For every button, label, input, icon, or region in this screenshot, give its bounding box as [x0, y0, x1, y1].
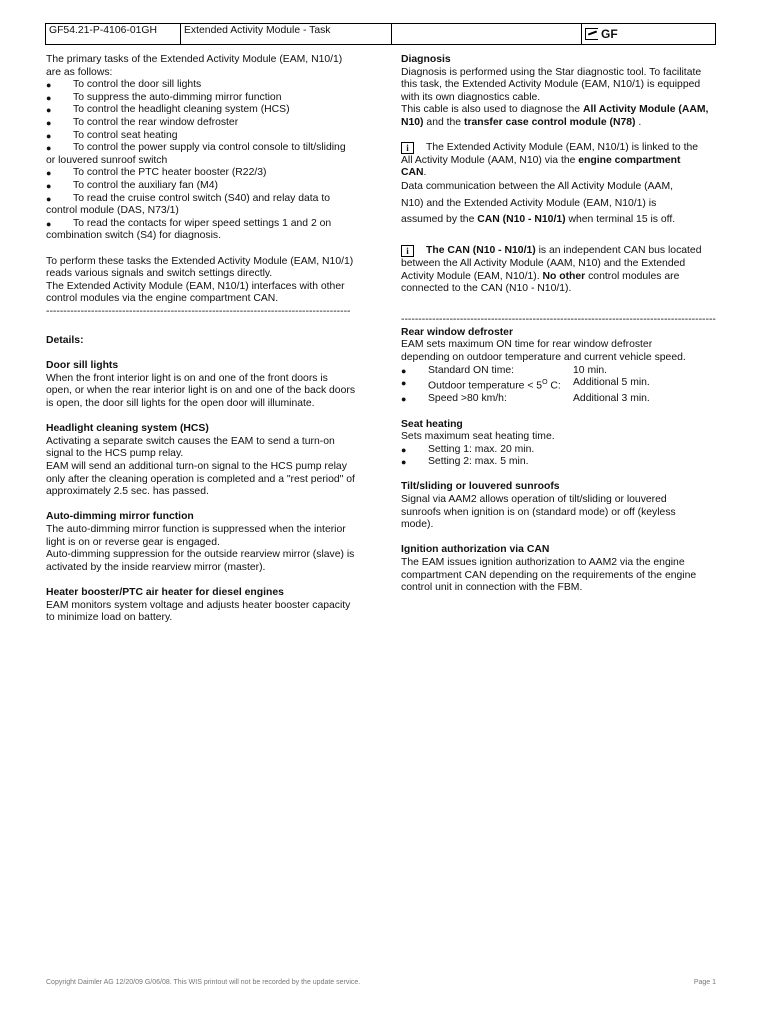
paragraph-line: reads various signals and switch settings directly. [46, 268, 273, 280]
list-item: ● To read the cruise control switch (S40) and relay data to [46, 192, 331, 204]
paragraph-line: signal to the HCS pump relay. [46, 448, 184, 460]
bullet-icon: ● [46, 130, 52, 141]
bullet-icon: ● [46, 168, 52, 179]
paragraph-line: All Activity Module (AAM, N10) via the engine compartment [401, 154, 681, 166]
paragraph-line: EAM monitors system voltage and adjusts heater booster capacity [46, 599, 351, 611]
subsection-heading: Auto-dimming mirror function [46, 511, 194, 523]
info-icon: i [401, 245, 414, 257]
bullet-icon: ● [401, 394, 407, 405]
separator: ---------------------------------------------------------------------------------------- [46, 305, 351, 317]
subsection-heading: Heater booster/PTC air heater for diesel engines [46, 586, 284, 598]
paragraph-line: The EAM issues ignition authorization to AAM2 via the engine [401, 557, 685, 569]
gf-logo: GF [585, 28, 618, 40]
paragraph-line: connected to the CAN (N10 - N10/1). [401, 283, 572, 295]
info-icon: i [401, 142, 414, 154]
bullet-icon: ● [401, 365, 407, 376]
paragraph-line: control unit in connection with the FBM. [401, 582, 583, 594]
paragraph-line: Activity Module (EAM, N10/1). No other control modules are [401, 270, 680, 282]
paragraph-line: Diagnosis is performed using the Star diagnostic tool. To facilitate [401, 66, 702, 78]
bullet-icon: ● [46, 105, 52, 116]
right-column [401, 54, 717, 595]
bullet-icon: ● [46, 193, 52, 204]
list-item: ● To read the contacts for wiper speed settings 1 and 2 on [46, 217, 332, 229]
document-header [45, 23, 716, 45]
list-item: ● Setting 1: max. 20 min. [401, 443, 535, 455]
list-item: ● Standard ON time: 10 min. [401, 364, 608, 376]
paragraph-line: The Extended Activity Module (EAM, N10/1) interfaces with other [46, 280, 345, 292]
bullet-icon: ● [46, 218, 52, 229]
bullet-icon: ● [46, 117, 52, 128]
section-heading: Diagnosis [401, 54, 451, 65]
subsection-heading: Door sill lights [46, 360, 119, 372]
paragraph-line: between the All Activity Module (AAM, N10) and the Extended [401, 257, 686, 269]
left-column [46, 54, 356, 625]
intro-line: are as follows: [46, 66, 113, 78]
paragraph-line: To perform these tasks the Extended Activity Module (EAM, N10/1) [46, 255, 354, 267]
bullet-icon: ● [401, 378, 407, 389]
paragraph-line: depending on outdoor temperature and current vehicle speed. [401, 352, 686, 364]
list-item-continuation: or louvered sunroof switch [46, 154, 168, 166]
paragraph-line: Data communication between the All Activity Module (AAM, [401, 180, 674, 192]
paragraph-line: When the front interior light is on and one of the front doors is [46, 372, 328, 384]
header-empty-cell [392, 24, 582, 44]
list-item: ● To control the PTC heater booster (R22/3) [46, 167, 267, 179]
bullet-icon: ● [46, 180, 52, 191]
section-heading: Details: [46, 335, 84, 347]
doc-title: Extended Activity Module - Task [181, 24, 392, 44]
subsection-heading: Headlight cleaning system (HCS) [46, 423, 209, 435]
paragraph-line: Activating a separate switch causes the EAM to send a turn-on [46, 435, 335, 447]
bullet-icon: ● [46, 143, 52, 154]
logo-cell [582, 24, 715, 44]
paragraph-line: control modules via the engine compartment CAN. [46, 293, 279, 305]
footer-copyright: Copyright Daimler AG 12/20/09 G/06/08. This WIS printout will not be recorded by the update service. [46, 979, 361, 986]
paragraph-line: open, or when the rear interior light is on and one of the back doors [46, 385, 356, 397]
list-item: ● To control seat heating [46, 129, 178, 141]
bullet-icon: ● [401, 444, 407, 455]
list-item: ● To suppress the auto-dimming mirror function [46, 91, 282, 103]
paragraph-line: is open, the door sill lights for the open door will illuminate. [46, 398, 315, 410]
paragraph-line: Sets maximum seat heating time. [401, 431, 555, 443]
list-item-continuation: control module (DAS, N73/1) [46, 205, 179, 217]
subsection-heading: Ignition authorization via CAN [401, 544, 550, 556]
paragraph-line: mode). [401, 519, 434, 531]
paragraph-line: This cable is also used to diagnose the All Activity Module (AAM, [401, 104, 709, 116]
list-item-continuation: combination switch (S4) for diagnosis. [46, 230, 221, 242]
separator: ------------------------------------------------------------------------------------------- [401, 314, 716, 326]
list-item: ● To control the power supply via control console to tilt/sliding [46, 142, 346, 154]
paragraph-line: CAN. [401, 167, 427, 179]
list-item: ● Speed >80 km/h: Additional 3 min. [401, 393, 650, 405]
bullet-icon: ● [46, 92, 52, 103]
doc-id: GF54.21-P-4106-01GH [46, 24, 181, 44]
paragraph-line: N10) and the Extended Activity Module (EAM, N10/1) is [401, 197, 657, 209]
info-note: i The CAN (N10 - N10/1) is an independent CAN bus located [401, 245, 717, 258]
paragraph-line: sunroofs when ignition is on (standard mode) or off (keyless [401, 506, 676, 518]
paragraph-line: to minimize load on battery. [46, 612, 173, 624]
paragraph-line: The auto-dimming mirror function is suppressed when the interior [46, 523, 346, 535]
paragraph-line: this task, the Extended Activity Module (EAM, N10/1) is equipped [401, 79, 701, 91]
footer-page-number: Page 1 [693, 979, 716, 986]
list-item: ● To control the door sill lights [46, 79, 202, 91]
paragraph-line: light is on or reverse gear is engaged. [46, 536, 220, 548]
list-item: ● To control the headlight cleaning system (HCS) [46, 104, 290, 116]
bullet-icon: ● [46, 80, 52, 91]
paragraph-line: Auto-dimming suppression for the outside rearview mirror (slave) is [46, 549, 355, 561]
paragraph-line: EAM sets maximum ON time for rear window defroster [401, 339, 653, 351]
subsection-heading: Rear window defroster [401, 326, 514, 338]
list-item: ● To control the auxiliary fan (M4) [46, 179, 218, 191]
paragraph-line: N10) and the transfer case control module (N78) . [401, 116, 642, 128]
list-item: ● Setting 2: max. 5 min. [401, 456, 529, 468]
paragraph-line: approximately 2.5 sec. has passed. [46, 486, 209, 498]
paragraph-line: only after the cleaning operation is completed and a "rest period" of [46, 473, 355, 485]
subsection-heading: Tilt/sliding or louvered sunroofs [401, 481, 560, 493]
paragraph-line: with its own diagnostics cable. [401, 91, 541, 103]
pointing-hand-icon [585, 28, 598, 40]
paragraph-line: EAM will send an additional turn-on signal to the HCS pump relay [46, 461, 347, 472]
paragraph-line: Signal via AAM2 allows operation of tilt/sliding or louvered [401, 494, 667, 506]
list-item: ● Outdoor temperature < $5^O$ C: Additional 5 min. [401, 377, 650, 392]
intro-line: The primary tasks of the Extended Activity Module (EAM, N10/1) [46, 54, 343, 65]
subsection-heading: Seat heating [401, 418, 463, 430]
info-note: i The Extended Activity Module (EAM, N10/1) is linked to the [401, 142, 717, 155]
paragraph-line: assumed by the CAN (N10 - N10/1) when terminal 15 is off. [401, 214, 676, 226]
paragraph-line: compartment CAN depending on the requirements of the engine [401, 569, 697, 581]
list-item: ● To control the rear window defroster [46, 116, 239, 128]
paragraph-line: activated by the inside rearview mirror (master). [46, 561, 266, 573]
bullet-icon: ● [401, 457, 407, 468]
